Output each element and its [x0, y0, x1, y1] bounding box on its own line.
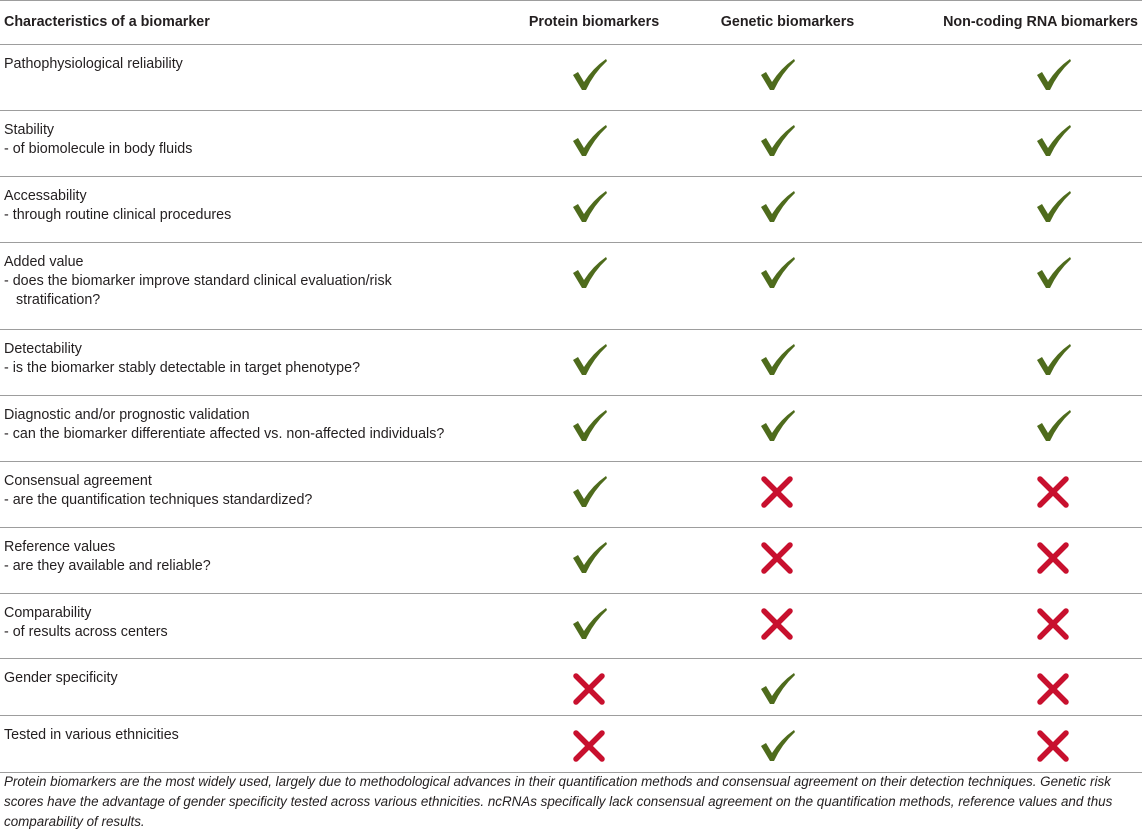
protein-mark-cell: [498, 594, 690, 659]
check-icon: [569, 255, 609, 291]
ncrna-mark-cell: [885, 177, 1142, 243]
characteristic-description: - of results across centers: [4, 624, 168, 640]
characteristic-cell: [0, 594, 498, 659]
header-protein-biomarkers: Protein biomarkers: [498, 1, 690, 45]
cross-icon: [1033, 474, 1073, 510]
table-row: [0, 243, 1142, 330]
table-row: [0, 177, 1142, 243]
check-icon: [757, 342, 797, 378]
check-icon: [1033, 189, 1073, 225]
check-icon: [757, 671, 797, 707]
characteristic-name: Tested in various ethnicities: [4, 727, 179, 743]
table-row: [0, 111, 1142, 177]
characteristic-description: - through routine clinical procedures: [4, 207, 232, 223]
genetic-mark-cell: [690, 659, 885, 716]
table-row: [0, 462, 1142, 528]
table-body: [0, 45, 1142, 773]
genetic-mark-cell: [690, 716, 885, 773]
ncrna-mark-cell: [885, 45, 1142, 111]
characteristic-name: Reference values: [4, 539, 116, 555]
genetic-mark-cell: [690, 45, 885, 111]
cross-icon: [1033, 728, 1073, 764]
characteristic-cell: [0, 111, 498, 177]
table-row: [0, 659, 1142, 716]
header-row: [0, 1, 1142, 45]
characteristic-name: Comparability: [4, 605, 92, 621]
characteristic-cell: [0, 330, 498, 396]
check-icon: [757, 57, 797, 93]
check-icon: [757, 408, 797, 444]
protein-mark-cell: [498, 111, 690, 177]
cross-icon: [1033, 540, 1073, 576]
table-row: [0, 45, 1142, 111]
protein-mark-cell: [498, 716, 690, 773]
characteristic-description: - are they available and reliable?: [4, 558, 211, 574]
characteristic-name: Consensual agreement: [4, 473, 152, 489]
check-icon: [1033, 342, 1073, 378]
protein-mark-cell: [498, 659, 690, 716]
cross-icon: [1033, 671, 1073, 707]
genetic-mark-cell: [690, 243, 885, 330]
cross-icon: [757, 606, 797, 642]
check-icon: [757, 189, 797, 225]
check-icon: [757, 728, 797, 764]
protein-mark-cell: [498, 177, 690, 243]
genetic-mark-cell: [690, 396, 885, 462]
characteristic-cell: [0, 177, 498, 243]
characteristic-cell: [0, 716, 498, 773]
table-header: [0, 1, 1142, 45]
header-characteristics: Characteristics of a biomarker: [0, 1, 498, 45]
characteristic-name: Stability: [4, 122, 55, 138]
cross-icon: [569, 728, 609, 764]
characteristic-description: - does the biomarker improve standard clinical evaluation/risk stratification?: [4, 273, 392, 308]
check-icon: [569, 408, 609, 444]
check-icon: [1033, 255, 1073, 291]
characteristic-name: Gender specificity: [4, 670, 118, 686]
check-icon: [1033, 408, 1073, 444]
ncrna-mark-cell: [885, 528, 1142, 594]
ncrna-mark-cell: [885, 243, 1142, 330]
ncrna-mark-cell: [885, 396, 1142, 462]
genetic-mark-cell: [690, 330, 885, 396]
table-row: [0, 396, 1142, 462]
characteristic-cell: [0, 396, 498, 462]
characteristic-name: Added value: [4, 254, 84, 270]
characteristic-description: - are the quantification techniques standardized?: [4, 492, 313, 508]
protein-mark-cell: [498, 528, 690, 594]
characteristic-name: Accessability: [4, 188, 87, 204]
check-icon: [569, 474, 609, 510]
ncrna-mark-cell: [885, 716, 1142, 773]
cross-icon: [569, 671, 609, 707]
check-icon: [569, 606, 609, 642]
check-icon: [1033, 123, 1073, 159]
genetic-mark-cell: [690, 594, 885, 659]
check-icon: [569, 189, 609, 225]
characteristic-name: Diagnostic and/or prognostic validation: [4, 407, 250, 423]
characteristic-cell: [0, 45, 498, 111]
protein-mark-cell: [498, 396, 690, 462]
table-row: [0, 594, 1142, 659]
cross-icon: [757, 474, 797, 510]
table-caption: Protein biomarkers are the most widely used, largely due to methodological advances in their quantification methods and consensual agreement on their detection techniques. Genetic risk scores have the advantage of gender specificity tested across various ethnicities. ncRNAs specifically lack consensual agreement on the quantification methods, reference values and thus comparability of results.: [4, 774, 1113, 829]
check-icon: [569, 540, 609, 576]
characteristic-description: - can the biomarker differentiate affected vs. non-affected individuals?: [4, 426, 445, 442]
header-genetic-biomarkers: Genetic biomarkers: [690, 1, 885, 45]
protein-mark-cell: [498, 462, 690, 528]
genetic-mark-cell: [690, 528, 885, 594]
header-ncrna-biomarkers: Non-coding RNA biomarkers: [885, 1, 1142, 45]
check-icon: [1033, 57, 1073, 93]
cross-icon: [1033, 606, 1073, 642]
characteristic-cell: [0, 243, 498, 330]
characteristic-description: - is the biomarker stably detectable in target phenotype?: [4, 360, 361, 376]
check-icon: [569, 57, 609, 93]
check-icon: [569, 342, 609, 378]
check-icon: [569, 123, 609, 159]
ncrna-mark-cell: [885, 659, 1142, 716]
check-icon: [757, 123, 797, 159]
characteristic-description: - of biomolecule in body fluids: [4, 141, 193, 157]
table-row: [0, 716, 1142, 773]
ncrna-mark-cell: [885, 462, 1142, 528]
protein-mark-cell: [498, 45, 690, 111]
table-row: [0, 528, 1142, 594]
characteristic-cell: [0, 462, 498, 528]
cross-icon: [757, 540, 797, 576]
protein-mark-cell: [498, 330, 690, 396]
check-icon: [757, 255, 797, 291]
characteristic-cell: [0, 659, 498, 716]
genetic-mark-cell: [690, 462, 885, 528]
characteristic-name: Detectability: [4, 341, 82, 357]
table-row: [0, 330, 1142, 396]
characteristic-cell: [0, 528, 498, 594]
characteristic-name: Pathophysiological reliability: [4, 56, 183, 72]
genetic-mark-cell: [690, 177, 885, 243]
genetic-mark-cell: [690, 111, 885, 177]
protein-mark-cell: [498, 243, 690, 330]
ncrna-mark-cell: [885, 594, 1142, 659]
ncrna-mark-cell: [885, 111, 1142, 177]
ncrna-mark-cell: [885, 330, 1142, 396]
